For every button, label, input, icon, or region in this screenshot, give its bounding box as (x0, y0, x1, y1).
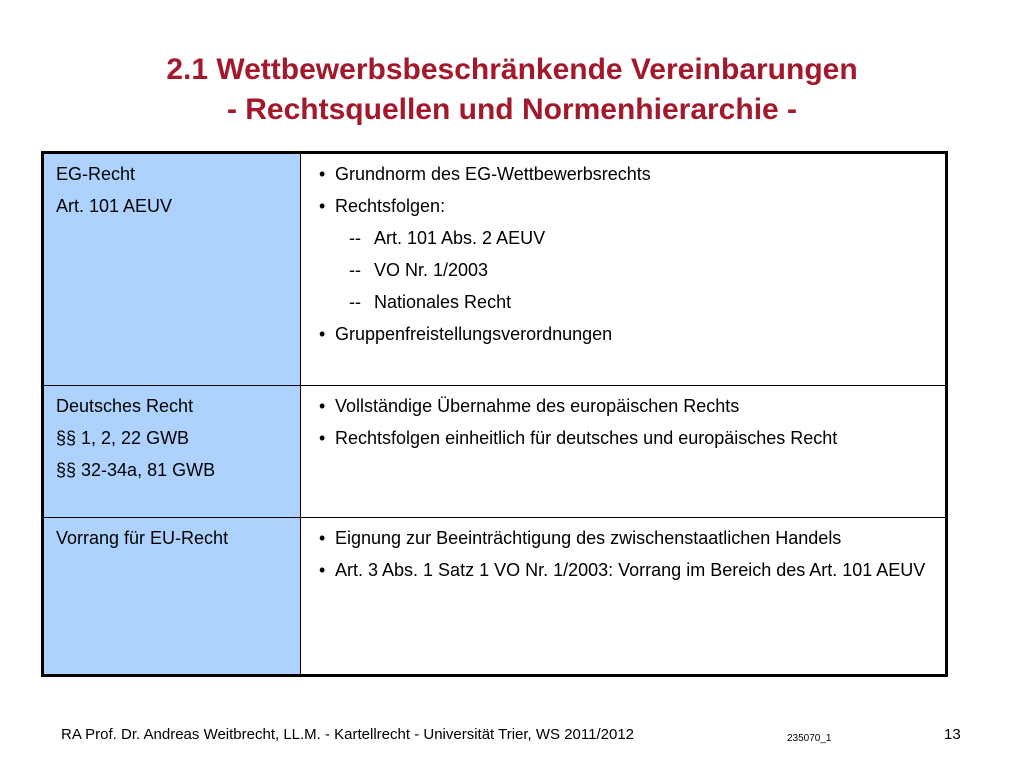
left-line: §§ 1, 2, 22 GWB (56, 428, 190, 449)
page-number: 13 (944, 726, 961, 743)
right-cell-vorrang (301, 518, 947, 676)
dash-text: Art. 101 Abs. 2 AEUV (374, 228, 546, 248)
table-row-eg-recht (43, 153, 947, 386)
dash-item (313, 227, 937, 249)
left-cell-eg-recht (43, 153, 301, 386)
bullet-icon: • (319, 560, 326, 581)
bullet-icon: • (319, 196, 326, 216)
slide-title-line-2: - Rechtsquellen und Normenhierarchie - (226, 93, 798, 126)
bullet-text: Rechtsfolgen: (335, 196, 446, 216)
bullet-icon: • (319, 396, 326, 417)
left-cell-vorrang (43, 518, 301, 676)
bullet-text: Eignung zur Beeinträchtigung des zwischenstaatlichen Handels (335, 528, 842, 549)
bullet-text: Art. 3 Abs. 1 Satz 1 VO Nr. 1/2003: Vorrang im Bereich des Art. 101 AEUV (335, 560, 926, 581)
bullet-item (313, 323, 937, 345)
slide-title (0, 50, 1024, 130)
footer-code: 235070_1 (787, 733, 832, 744)
bullet-icon: • (319, 324, 326, 344)
left-line: §§ 32-34a, 81 GWB (56, 460, 216, 481)
norm-hierarchy-table (41, 151, 948, 677)
bullet-item (313, 427, 937, 449)
left-line: EG-Recht (56, 164, 136, 184)
right-cell-eg-recht (301, 153, 947, 386)
dash-icon: -- (349, 228, 361, 248)
table-row-vorrang (43, 518, 947, 676)
slide-title-line-1: 2.1 Wettbewerbsbeschränkende Vereinbarungen (166, 53, 858, 86)
footer-author: RA Prof. Dr. Andreas Weitbrecht, LL.M. - Kartellrecht - Universität Trier, WS 2011/2012 (61, 726, 635, 743)
bullet-item (313, 163, 937, 185)
table-row-deutsches-recht (43, 386, 947, 518)
dash-icon: -- (349, 292, 361, 312)
bullet-text: Rechtsfolgen einheitlich für deutsches und europäisches Recht (335, 428, 838, 449)
bullet-text: Grundnorm des EG-Wettbewerbsrechts (335, 164, 651, 184)
dash-text: Nationales Recht (374, 292, 512, 312)
bullet-item (313, 395, 937, 417)
bullet-text: Gruppenfreistellungsverordnungen (335, 324, 613, 344)
left-line: Deutsches Recht (56, 396, 194, 417)
bullet-item (313, 195, 937, 217)
dash-text: VO Nr. 1/2003 (374, 260, 489, 280)
bullet-text: Vollständige Übernahme des europäischen Rechts (335, 396, 740, 417)
dash-item (313, 259, 937, 281)
dash-item (313, 291, 937, 313)
bullet-icon: • (319, 428, 326, 449)
dash-icon: -- (349, 260, 361, 280)
bullet-item (313, 527, 937, 549)
left-line: Art. 101 AEUV (56, 196, 173, 216)
bullet-icon: • (319, 164, 326, 184)
bullet-icon: • (319, 528, 326, 549)
left-cell-deutsches-recht (43, 386, 301, 518)
left-line: Vorrang für EU-Recht (56, 528, 229, 549)
right-cell-deutsches-recht (301, 386, 947, 518)
bullet-item (313, 559, 937, 581)
